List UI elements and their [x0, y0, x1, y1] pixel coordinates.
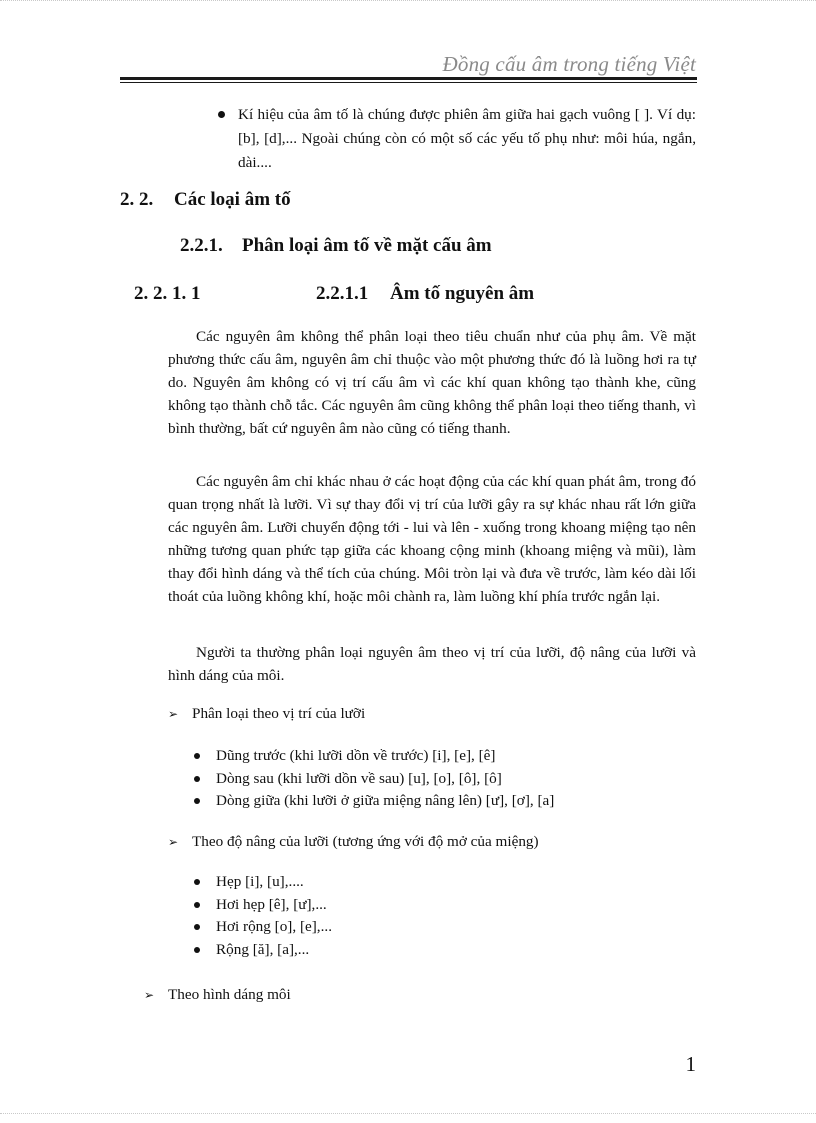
- tongue-height-list: [192, 871, 332, 961]
- list-item-text: Dũng trước (khi lưỡi dồn về trước) [i], [e], [ê]: [216, 747, 496, 764]
- list-item: [192, 916, 332, 939]
- section-number: 2. 2.: [120, 189, 154, 210]
- header-rule-thin: [120, 82, 697, 83]
- header-rule-thick: [120, 77, 697, 80]
- arrow-bullet-icon: ➢: [168, 707, 179, 721]
- page-number: 1: [685, 1052, 696, 1076]
- subsubsection-title: Âm tố nguyên âm: [390, 283, 535, 304]
- bullet-dot: [194, 776, 200, 782]
- classification-heading-tongue-position: [168, 703, 365, 725]
- classification-label: Theo hình dáng môi: [168, 986, 291, 1003]
- list-item: [192, 894, 332, 917]
- paragraph-1: Các nguyên âm không thể phân loại theo tiêu chuẩn như của phụ âm. Về mặt phương thức cấu âm, nguyên âm chỉ thuộc vào một phương thức đó là luồng hơi ra tự do. Nguyên âm không có vị trí cấu âm vì các khí quan không tạo thành khe, cũng không tạo thành chỗ tắc. Các nguyên âm cũng không thể phân loại theo tiếng thanh, vì bình thường, bất cứ nguyên âm nào cũng có tiếng thanh.: [168, 328, 696, 437]
- arrow-bullet-icon: ➢: [144, 988, 155, 1002]
- bullet-dot: [194, 879, 200, 885]
- page-bottom-edge: [0, 1113, 816, 1114]
- bullet-dot: [194, 947, 200, 953]
- bullet-dot: [194, 798, 200, 804]
- page-top-edge: [0, 0, 816, 1]
- subsubsection-number: 2.2.1.1: [316, 283, 369, 304]
- list-item: [192, 745, 554, 768]
- classification-heading-lip-shape: [144, 984, 291, 1006]
- bullet-dot: [194, 753, 200, 759]
- bullet-dot: [194, 924, 200, 930]
- arrow-bullet-icon: ➢: [168, 835, 179, 849]
- running-header: Đồng cấu âm trong tiếng Việt: [442, 52, 696, 76]
- section-title: Các loại âm tố: [174, 189, 291, 210]
- subsection-heading: [180, 235, 492, 257]
- subsection-title: Phân loại âm tố về mặt cấu âm: [242, 235, 492, 256]
- intro-bullet-item: [216, 103, 696, 175]
- list-item-text: Dòng sau (khi lưỡi dồn về sau) [u], [o], [ô], [ô]: [216, 769, 502, 787]
- paragraph-3: Người ta thường phân loại nguyên âm theo vị trí của lưỡi, độ nâng của lưỡi và hình dáng của môi.: [168, 644, 696, 684]
- classification-heading-tongue-height: [168, 831, 539, 853]
- bullet-dot: [194, 902, 200, 908]
- list-item-text: Hơi rộng [o], [e],...: [216, 918, 332, 935]
- subsubsection-outline-number: 2. 2. 1. 1: [134, 283, 201, 304]
- classification-label: Phân loại theo vị trí của lưỡi: [192, 705, 366, 722]
- list-item-text: Hẹp [i], [u],....: [216, 873, 304, 890]
- tongue-position-list: [192, 745, 554, 813]
- list-item: [192, 871, 332, 894]
- list-item-text: Rộng [ă], [a],...: [216, 940, 310, 958]
- list-item-text: Hơi hẹp [ê], [ư],...: [216, 895, 327, 913]
- list-item: [192, 790, 554, 813]
- list-item: [192, 768, 554, 791]
- paragraph-2: Các nguyên âm chỉ khác nhau ở các hoạt động của các khí quan phát âm, trong đó quan trọng nhất là lưỡi. Vì sự thay đổi vị trí của lưỡi gây ra sự khác nhau rất lớn giữa các nguyên âm. Lưỡi chuyển động tới - lui và lên - xuống trong khoang miệng tạo nên những tương quan phức tạp giữa các khoang cộng minh (khoang miệng và mũi), làm thay đổi hình dáng và thể tích của chúng. Môi tròn lại và đưa về trước, làm kéo dài lối thoát của luồng không khí, hoặc môi chành ra, làm luồng khí phía trước ngắn lại.: [168, 473, 696, 605]
- list-item-text: Dòng giữa (khi lưỡi ở giữa miệng nâng lên) [ư], [ơ], [a]: [216, 792, 555, 809]
- classification-label: Theo độ nâng của lưỡi (tương ứng với độ mở của miệng): [192, 833, 539, 850]
- subsubsection-heading: [316, 283, 534, 305]
- list-item: [192, 939, 332, 962]
- intro-bullet-text: Kí hiệu của âm tố là chúng được phiên âm giữa hai gạch vuông [ ]. Ví dụ: [b], [d],... Ngoài chúng còn có một số các yếu tố phụ như: môi húa, ngắn, dài....: [238, 106, 696, 171]
- subsection-number: 2.2.1.: [180, 235, 223, 256]
- section-heading: [120, 189, 291, 211]
